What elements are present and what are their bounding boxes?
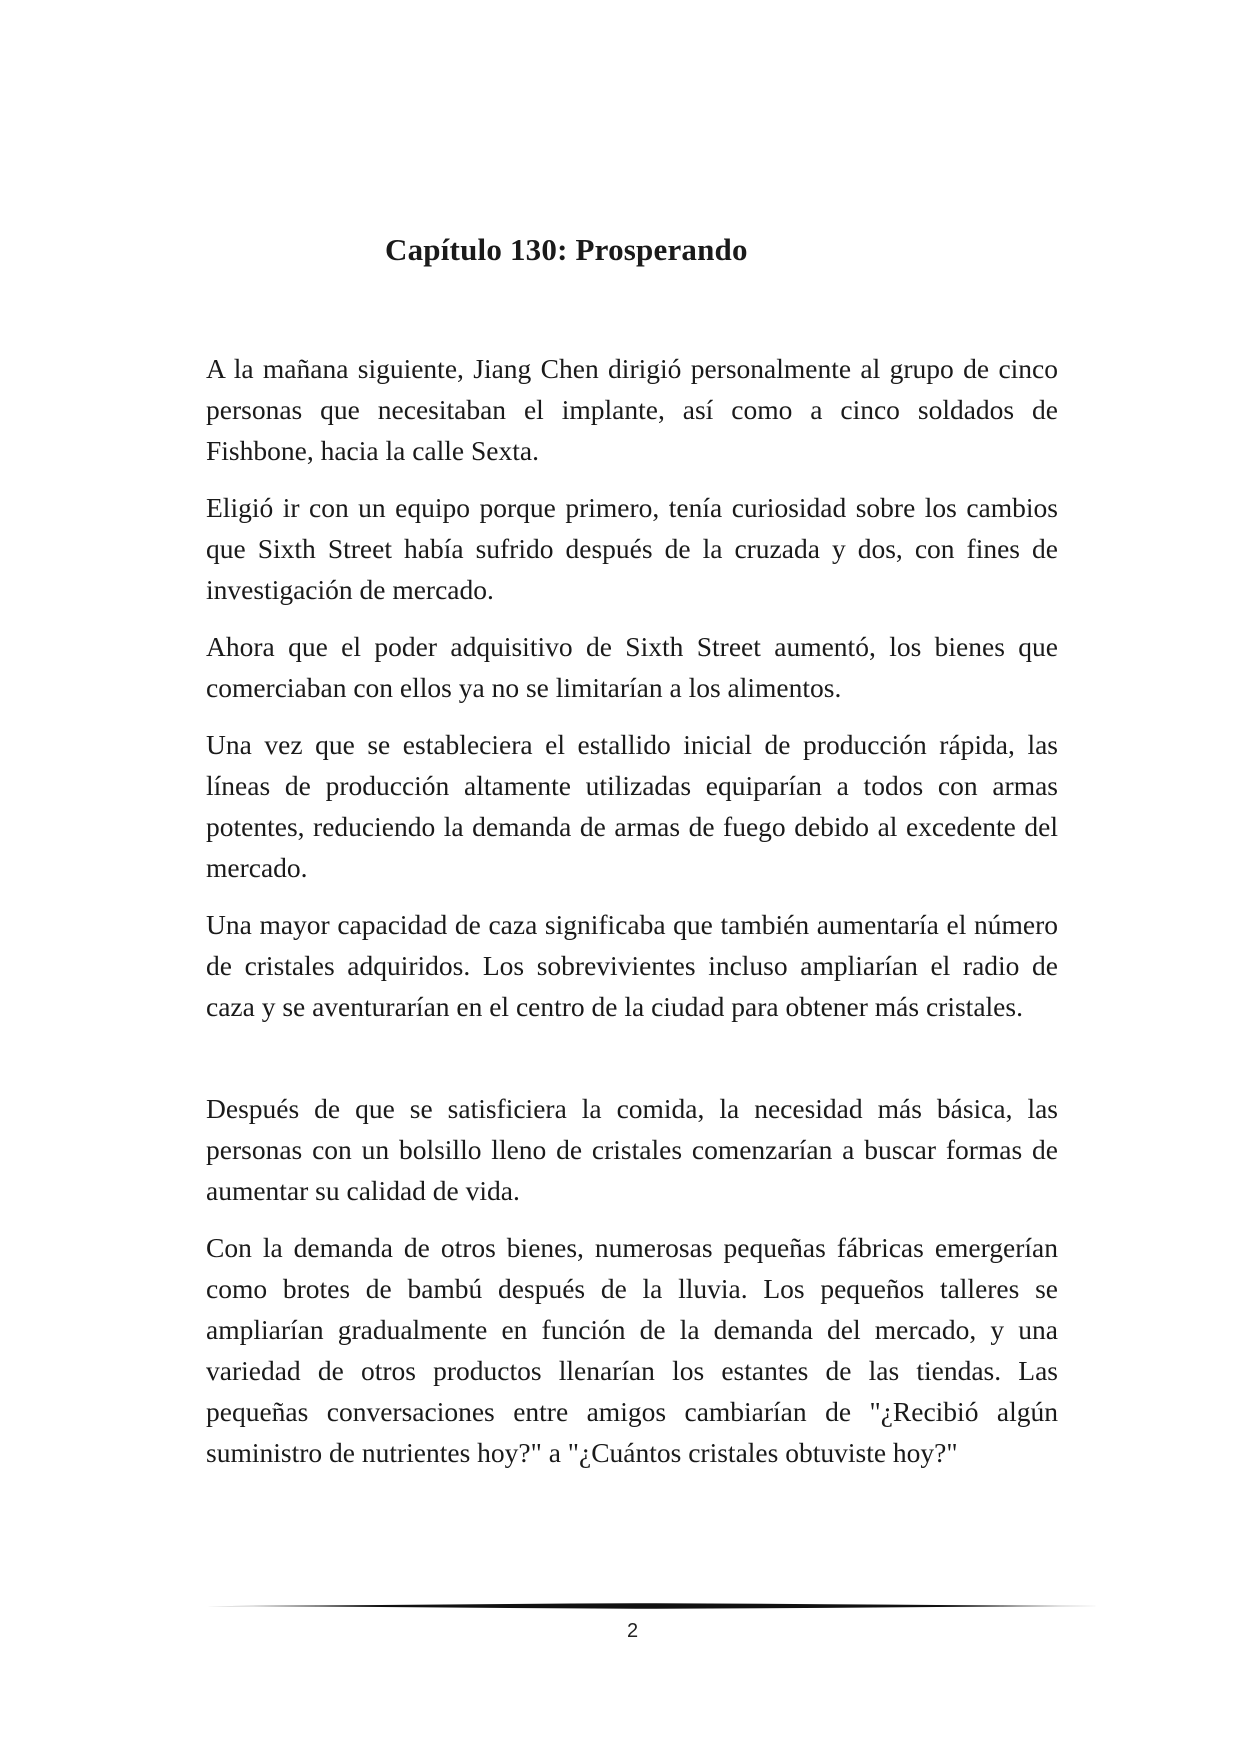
paragraph: Una mayor capacidad de caza significaba que también aumentaría el número de cristales adquiridos. Los sobrevivientes incluso ampliarían el radio de caza y se aventurarían en el centro de la ciudad para obtener más cristales.: [206, 909, 1058, 1022]
paragraph: Eligió ir con un equipo porque primero, tenía curiosidad sobre los cambios que Sixth Street había sufrido después de la cruzada y dos, con fines de investigación de mercado.: [206, 492, 1058, 605]
paragraph: Con la demanda de otros bienes, numerosas pequeñas fábricas emergerían como brotes de bambú después de la lluvia. Los pequeños talleres se ampliarían gradualmente en función de la demanda del mercado, y una variedad de otros productos llenarían los estantes de las tiendas. Las pequeñas conversaciones entre amigos cambiarían de "¿Recibió algún suministro de nutrientes hoy?" a "¿Cuántos cristales obtuviste hoy?": [206, 1232, 1058, 1468]
paragraph: Ahora que el poder adquisitivo de Sixth Street aumentó, los bienes que comerciaban con ellos ya no se limitarían a los alimentos.: [206, 631, 1058, 703]
paragraph: Una vez que se estableciera el estallido inicial de producción rápida, las líneas de producción altamente utilizadas equiparían a todos con armas potentes, reduciendo la demanda de armas de fuego debido al excedente del mercado.: [206, 729, 1058, 883]
chapter-title: Capítulo 130: Prosperando: [385, 232, 748, 267]
paragraph: Después de que se satisficiera la comida, la necesidad más básica, las personas con un bolsillo lleno de cristales comenzarían a buscar formas de aumentar su calidad de vida.: [206, 1093, 1058, 1206]
paragraph: A la mañana siguiente, Jiang Chen dirigió personalmente al grupo de cinco personas que necesitaban el implante, así como a cinco soldados de Fishbone, hacia la calle Sexta.: [206, 353, 1058, 466]
footer-divider: [206, 1601, 1100, 1611]
page-number: 2: [626, 1620, 639, 1642]
chapter-body: [206, 348, 1058, 1489]
